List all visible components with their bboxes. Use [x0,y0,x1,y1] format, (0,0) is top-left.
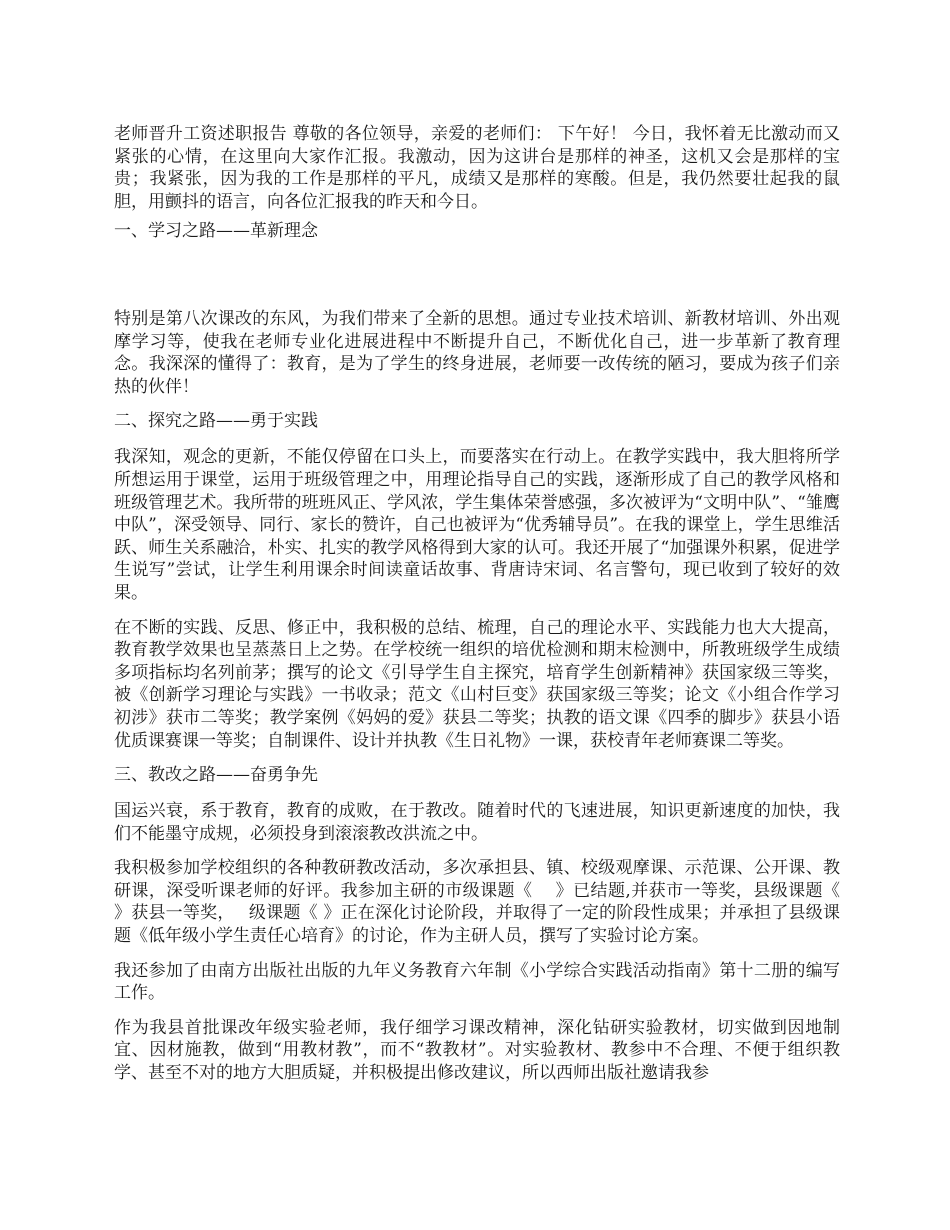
section-2-heading: 二、探究之路——勇于实践 [114,411,318,432]
section-3-heading: 三、教改之路——奋勇争先 [114,765,318,786]
section-2-paragraph-2: 在不断的实践、反思、修正中，我积极的总结、梳理，自己的理论水平、实践能力也大大提高，教育教学效果也呈蒸蒸日上之势。在学校统一组织的培优检测和期末检测中，所教班级学生成绩多项指标均名列前茅；撰写的论文《引导学生自主探究，培育学生创新精神》获国家级三等奖，被《创新学习理论与实践》一书收录；范文《山村巨变》获国家级三等奖；论文《小组合作学习初涉》获市二等奖；教学案例《妈妈的爱》获县二等奖；执教的语文课《四季的脚步》获县小语优质课赛课一等奖；自制课件、设计并执教《生日礼物》一课，获校青年老师赛课二等奖。 [114,617,840,751]
section-3-paragraph-1: 国运兴衰，系于教育，教育的成败，在于教改。随着时代的飞速进展，知识更新速度的加快，我们不能墨守成规，必须投身到滚滚教改洪流之中。 [114,801,840,844]
section-3-paragraph-3: 我还参加了由南方出版社出版的九年义务教育六年制《小学综合实践活动指南》第十二册的编写工作。 [114,960,840,1004]
section-3-paragraph-4: 作为我县首批课改年级实验老师，我仔细学习课改精神，深化钻研实验教材，切实做到因地制宜、因材施教，做到“用教材教”，而不“教教材”。对实验教材、教参中不合理、不便于组织教学、甚至不对的地方大胆质疑，并积极提出修改建议，所以西师出版社邀请我参 [114,1017,840,1084]
intro-paragraph: 老师晋升工资述职报告 尊敬的各位领导，亲爱的老师们： 下午好！ 今日，我怀着无比激动而又紧张的心情，在这里向大家作汇报。我激动，因为这讲台是那样的神圣，这机又会是那样的宝贵；我紧张，因为我的工作是那样的平凡，成绩又是那样的寒酸。但是，我仍然要壮起我的鼠胆，用颤抖的语言，向各位汇报我的昨天和今日。 [114,124,840,212]
section-2-paragraph-1: 我深知，观念的更新，不能仅停留在口头上，而要落实在行动上。在教学实践中，我大胆将所学所想运用于课堂，运用于班级管理之中，用理论指导自己的实践，逐渐形成了自己的教学风格和班级管理艺术。我所带的班班风正、学风浓，学生集体荣誉感强，多次被评为“文明中队”、“雏鹰中队”，深受领导、同行、家长的赞许，自己也被评为“优秀辅导员”。在我的课堂上，学生思维活跃、师生关系融洽，朴实、扎实的教学风格得到大家的认可。我还开展了“加强课外积累，促进学生说写”尝试，让学生利用课余时间读童话故事、背唐诗宋词、名言警句，现已收到了较好的效果。 [114,447,840,603]
section-3-paragraph-2: 我积极参加学校组织的各种教研教改活动，多次承担县、镇、校级观摩课、示范课、公开课、教研课，深受听课老师的好评。我参加主研的市级课题《 》已结题,并获市一等奖，县级课题《 》获县一等奖， 级课题《 》正在深化讨论阶段，并取得了一定的阶段性成果；并承担了县级课题《低年级小学生责任心培育》的讨论，作为主研人员，撰写了实验讨论方案。 [114,858,880,947]
section-1-heading: 一、学习之路——革新理念 [114,221,318,241]
document-page [114,123,880,1085]
section-1-paragraph-1: 特别是第八次课改的东风，为我们带来了全新的思想。通过专业技术培训、新教材培训、外出观摩学习等，使我在老师专业化进展进程中不断提升自己，不断优化自己，进一步革新了教育理念。我深深的懂得了：教育，是为了学生的终身进展，老师要一改传统的陋习，要成为孩子们亲热的伙伴！ [114,309,840,397]
